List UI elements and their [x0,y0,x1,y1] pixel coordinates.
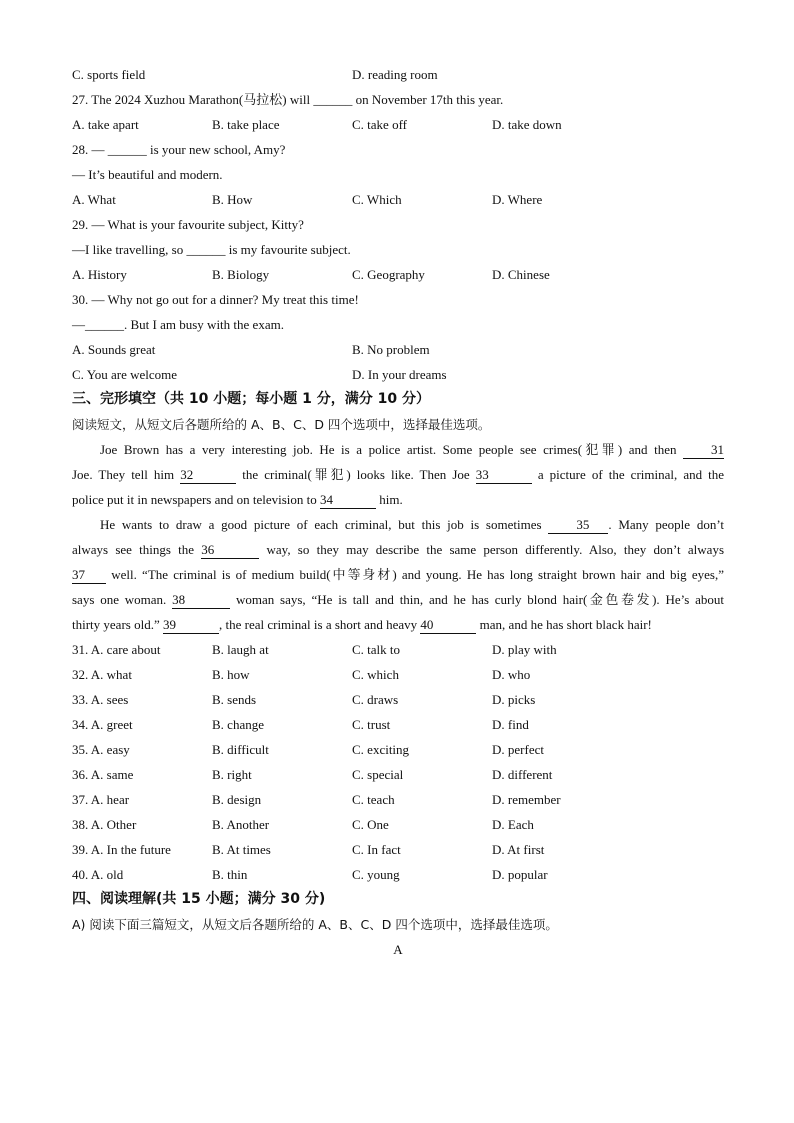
passage-text: He wants to draw a good picture of each criminal, but this job is sometimes [100,517,542,532]
option-b: B. Another [212,817,270,832]
q27-blank: ______ [313,92,353,107]
passage-text: way, so they may describe the same person differently. Also, they don’t always [266,542,725,557]
q29-reply [72,237,724,262]
option-c: C. which [352,667,399,682]
option-a: 32. A. what [72,667,132,682]
passage-paragraph-2 [72,512,724,537]
blank-34: 34 [320,492,376,509]
option-d: D. Each [492,817,534,832]
q29-reply-text-end: is my favourite subject. [228,242,351,257]
choice-row-40 [72,862,724,887]
option-a: A. Sounds great [72,342,156,357]
q29-stem: 29. — What is your favourite subject, Kitty? [72,217,304,232]
option-d: D. Chinese [492,267,550,282]
passage-text: a picture of the criminal, and the [537,467,725,482]
q27-stem-text: 27. The 2024 Xuzhou Marathon(马拉松) will [72,92,311,107]
choice-row-36 [72,762,724,787]
blank-31: 31 [683,442,724,459]
passage-text: police put it in newspapers and on television to [72,492,317,507]
exam-page [72,62,724,962]
q27-stem [72,87,724,112]
option-a: A. take apart [72,117,139,132]
option-c: C. special [352,767,404,782]
section-3-title: 三、完形填空（共 10 小题；每小题 1 分，满分 10 分） [72,391,430,407]
option-b: B. take place [212,117,280,132]
option-c: C. Which [352,192,402,207]
option-b: B. How [212,192,253,207]
choice-row-32 [72,662,724,687]
option-d: D. At first [492,842,545,857]
option-b: B. right [212,767,252,782]
option-a: 34. A. greet [72,717,133,732]
passage-paragraph-2-line-2 [72,537,724,562]
blank-33: 33 [476,467,532,484]
option-a: 39. A. In the future [72,842,171,857]
blank-37: 37 [72,567,106,584]
option-d: D. who [492,667,531,682]
option-a: 38. A. Other [72,817,137,832]
cloze-choices [72,637,724,887]
passage-text: him. [379,492,403,507]
q28-options [72,187,724,212]
q30-blank: ______ [85,317,124,332]
passage-paragraph-1-line-2 [72,462,724,487]
option-b: B. At times [212,842,271,857]
option-d: D. different [492,767,553,782]
choice-row-37 [72,787,724,812]
option-d: D. In your dreams [352,367,447,382]
option-b: B. design [212,792,262,807]
q30-reply-text: . But I am busy with the exam. [124,317,284,332]
option-c: C. In fact [352,842,401,857]
option-c: C. draws [352,692,399,707]
option-a: 33. A. sees [72,692,129,707]
q29-options [72,262,724,287]
passage-text: . Many people don’t [608,517,725,532]
q30-options-row1 [72,337,724,362]
passage-text: well. “The criminal is of medium build(中等身材) and young. He has long straight brown hair and big eyes,” [111,567,725,582]
passage-paragraph-2-line-4 [72,587,724,612]
passage-text: , the real criminal is a short and heavy [218,617,418,632]
q28-reply: — It’s beautiful and modern. [72,167,223,182]
option-c: C. Geography [352,267,425,282]
choice-row-38 [72,812,724,837]
option-c: C. teach [352,792,395,807]
blank-38: 38 [172,592,230,609]
option-d: D. play with [492,642,557,657]
choice-row-34 [72,712,724,737]
option-a: 40. A. old [72,867,124,882]
passage-paragraph-2-line-5 [72,612,724,637]
blank-32: 32 [180,467,236,484]
option-d: D. Where [492,192,543,207]
q28-stem [72,137,724,162]
option-b: B. change [212,717,264,732]
q27-stem-text-end: on November 17th this year. [355,92,504,107]
choice-row-33 [72,687,724,712]
passage-text: the criminal(罪犯) looks like. Then Joe [242,467,470,482]
q29-reply-text: —I like travelling, so [72,242,184,257]
passage-paragraph-1-line-3 [72,487,724,512]
option-b: B. thin [212,867,248,882]
q28-blank: ______ [107,142,147,157]
option-d: D. picks [492,692,536,707]
option-d: D. take down [492,117,562,132]
q30-options-row2 [72,362,724,387]
option-a: 36. A. same [72,767,134,782]
option-a: A. What [72,192,116,207]
option-c: C. sports field [72,67,146,82]
choice-row-35 [72,737,724,762]
choice-row-31 [72,637,724,662]
passage-label: A [393,942,403,957]
passage-paragraph-1 [72,437,724,462]
q28-stem-text-end: is your new school, Amy? [150,142,286,157]
option-b: B. Biology [212,267,270,282]
blank-35: 35 [548,517,608,534]
section-4-title: 四、阅读理解(共 15 小题；满分 30 分) [72,891,326,907]
q30-dash: — [72,317,85,332]
section-4-instruction: A) 阅读下面三篇短文，从短文后各题所给的 A、B、C、D 四个选项中，选择最佳选项。 [72,917,558,932]
option-d: D. find [492,717,529,732]
option-a: 35. A. easy [72,742,130,757]
section-3-instruction: 阅读短文，从短文后各题所给的 A、B、C、D 四个选项中，选择最佳选项。 [72,417,491,432]
option-b: B. how [212,667,250,682]
passage-paragraph-2-line-3 [72,562,724,587]
option-a: 31. A. care about [72,642,161,657]
option-c: C. talk to [352,642,401,657]
blank-40: 40 [420,617,476,634]
passage-text: always see things the [72,542,195,557]
passage-text: says one woman. [72,592,167,607]
q29-blank: ______ [186,242,226,257]
option-c: C. exciting [352,742,410,757]
q30-stem: 30. — Why not go out for a dinner? My treat this time! [72,292,359,307]
option-b: B. difficult [212,742,269,757]
option-d: D. popular [492,867,548,882]
option-c: C. take off [352,117,407,132]
q26-options [72,62,724,87]
passage-text: man, and he has short black hair! [479,617,652,632]
option-d: D. perfect [492,742,544,757]
passage-text: thirty years old.” [72,617,160,632]
option-b: B. No problem [352,342,430,357]
option-b: B. laugh at [212,642,269,657]
option-d: D. remember [492,792,561,807]
option-d: D. reading room [352,67,438,82]
option-a: A. History [72,267,127,282]
option-c: C. trust [352,717,391,732]
option-a: 37. A. hear [72,792,130,807]
blank-39: 39 [163,617,219,634]
passage-text: Joe. They tell him [72,467,175,482]
option-c: C. You are welcome [72,367,178,382]
option-b: B. sends [212,692,257,707]
choice-row-39 [72,837,724,862]
passage-text: Joe Brown has a very interesting job. He is a police artist. Some people see crimes(犯罪) and then [100,442,677,457]
q28-stem-text: 28. — [72,142,105,157]
passage-text: woman says, “He is tall and thin, and he has curly blond hair(金色卷发). He’s about [235,592,724,607]
blank-36: 36 [201,542,259,559]
q27-options [72,112,724,137]
q30-reply [72,312,724,337]
option-c: C. young [352,867,400,882]
option-c: C. One [352,817,389,832]
